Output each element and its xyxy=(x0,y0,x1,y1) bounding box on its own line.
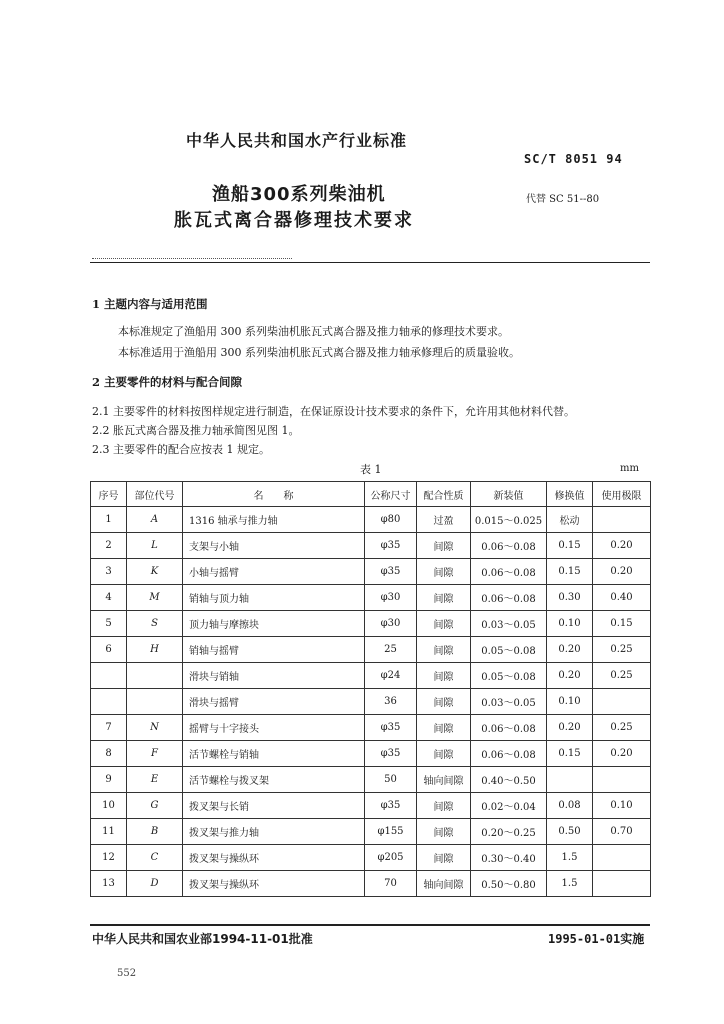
table-cell: 36 xyxy=(365,689,417,715)
table-cell: 0.20 xyxy=(593,741,651,767)
table-cell: φ205 xyxy=(365,845,417,871)
table-cell: φ35 xyxy=(365,715,417,741)
clearance-table xyxy=(90,481,651,897)
table-cell: 50 xyxy=(365,767,417,793)
table-body xyxy=(91,507,651,897)
table-cell: 间隙 xyxy=(417,559,471,585)
table-cell: 活节螺栓与拨叉架 xyxy=(183,767,365,793)
table-cell: φ24 xyxy=(365,663,417,689)
table-cell: φ30 xyxy=(365,611,417,637)
table-cell: B xyxy=(127,819,183,845)
section-1-paragraph-1: 本标准规定了渔船用 300 系列柴油机胀瓦式离合器及推力轴承的修理技术要求。 xyxy=(118,325,509,338)
table-cell: S xyxy=(127,611,183,637)
table-cell: 13 xyxy=(91,871,127,897)
table-cell: 0.05～0.08 xyxy=(471,663,547,689)
table-cell: 0.15 xyxy=(547,741,593,767)
table-cell: 拨叉架与操纵环 xyxy=(183,845,365,871)
section-1-heading: 1 主题内容与适用范围 xyxy=(92,297,208,311)
table-cell: 轴向间隙 xyxy=(417,871,471,897)
table-caption: 表 1 xyxy=(360,463,382,476)
table-cell: 7 xyxy=(91,715,127,741)
table-cell: 0.20 xyxy=(547,637,593,663)
table-cell: 0.15 xyxy=(547,559,593,585)
table-cell: 11 xyxy=(91,819,127,845)
table-cell: 1316 轴承与推力轴 xyxy=(183,507,365,533)
table-cell xyxy=(127,689,183,715)
table-cell: N xyxy=(127,715,183,741)
table-cell: 过盈 xyxy=(417,507,471,533)
table-row xyxy=(91,533,651,559)
implementation-date: 1995-01-01实施 xyxy=(548,932,645,946)
table-row xyxy=(91,741,651,767)
header-cell: 使用极限 xyxy=(593,482,651,507)
table-cell: K xyxy=(127,559,183,585)
table-row xyxy=(91,637,651,663)
table-cell: 3 xyxy=(91,559,127,585)
table-unit: mm xyxy=(620,463,639,474)
table-cell: 间隙 xyxy=(417,585,471,611)
table-cell xyxy=(593,871,651,897)
table-row xyxy=(91,767,651,793)
table-cell: 2 xyxy=(91,533,127,559)
table-cell: φ35 xyxy=(365,741,417,767)
table-cell: 间隙 xyxy=(417,611,471,637)
section-1-paragraph-2: 本标准适用于渔船用 300 系列柴油机胀瓦式离合器及推力轴承修理后的质量验收。 xyxy=(118,346,520,359)
table-cell: 8 xyxy=(91,741,127,767)
table-cell: 顶力轴与摩擦块 xyxy=(183,611,365,637)
table-cell: 0.70 xyxy=(593,819,651,845)
standard-code: SC/T 8051 94 xyxy=(524,152,623,166)
table-row xyxy=(91,507,651,533)
table-cell: 间隙 xyxy=(417,689,471,715)
table-row xyxy=(91,689,651,715)
table-cell: 间隙 xyxy=(417,845,471,871)
table-cell: F xyxy=(127,741,183,767)
table-cell: 10 xyxy=(91,793,127,819)
table-cell: 小轴与摇臂 xyxy=(183,559,365,585)
header-cell: 修换值 xyxy=(547,482,593,507)
table-cell: 0.06～0.08 xyxy=(471,559,547,585)
table-row xyxy=(91,715,651,741)
table-cell xyxy=(91,663,127,689)
table-cell: 滑块与摇臂 xyxy=(183,689,365,715)
table-row xyxy=(91,793,651,819)
table-row xyxy=(91,845,651,871)
footer-rule xyxy=(90,924,650,926)
table-cell: 0.06～0.08 xyxy=(471,741,547,767)
table-cell: 拨叉架与推力轴 xyxy=(183,819,365,845)
approval-note: 中华人民共和国农业部1994-11-01批准 xyxy=(92,932,313,946)
header-cell: 名 称 xyxy=(183,482,365,507)
table-cell: 0.25 xyxy=(593,637,651,663)
table-cell xyxy=(91,689,127,715)
table-cell: 0.10 xyxy=(593,793,651,819)
table-cell: 1.5 xyxy=(547,871,593,897)
table-cell: φ35 xyxy=(365,533,417,559)
table-cell: φ80 xyxy=(365,507,417,533)
table-cell: L xyxy=(127,533,183,559)
table-cell: 间隙 xyxy=(417,741,471,767)
table-cell: 0.20 xyxy=(547,663,593,689)
table-cell: 0.30～0.40 xyxy=(471,845,547,871)
header-cell: 序号 xyxy=(91,482,127,507)
table-cell: 0.02～0.04 xyxy=(471,793,547,819)
table-cell: 1.5 xyxy=(547,845,593,871)
table-cell: 间隙 xyxy=(417,637,471,663)
table-cell: 70 xyxy=(365,871,417,897)
table-cell: 25 xyxy=(365,637,417,663)
table-cell: 松动 xyxy=(547,507,593,533)
table-cell: 间隙 xyxy=(417,819,471,845)
table-cell: 拨叉架与长销 xyxy=(183,793,365,819)
table-row xyxy=(91,585,651,611)
table-cell xyxy=(593,845,651,871)
table-cell: 0.03～0.05 xyxy=(471,611,547,637)
clause-2-1: 2.1 主要零件的材料按图样规定进行制造，在保证原设计技术要求的条件下，允许用其他材料代替。 xyxy=(92,405,575,418)
header-dotted-rule xyxy=(92,258,292,259)
table-cell: φ35 xyxy=(365,559,417,585)
table-cell: φ35 xyxy=(365,793,417,819)
header-cell: 部位代号 xyxy=(127,482,183,507)
table-cell: 销轴与摇臂 xyxy=(183,637,365,663)
table-cell: A xyxy=(127,507,183,533)
table-cell: 0.06～0.08 xyxy=(471,715,547,741)
table-cell: 0.05～0.08 xyxy=(471,637,547,663)
table-cell: 0.50～0.80 xyxy=(471,871,547,897)
table-row xyxy=(91,663,651,689)
table-cell: 间隙 xyxy=(417,663,471,689)
table-row xyxy=(91,871,651,897)
table-cell: 0.10 xyxy=(547,611,593,637)
table-cell: 拨叉架与操纵环 xyxy=(183,871,365,897)
header-rule xyxy=(90,262,650,263)
table-cell: 0.20 xyxy=(593,559,651,585)
table-header-row xyxy=(91,482,651,507)
document-title-line2: 胀瓦式离合器修理技术要求 xyxy=(174,210,414,231)
table-cell: E xyxy=(127,767,183,793)
table-cell: 支架与小轴 xyxy=(183,533,365,559)
table-cell: φ30 xyxy=(365,585,417,611)
table-cell: φ155 xyxy=(365,819,417,845)
table-cell: 摇臂与十字接头 xyxy=(183,715,365,741)
table-row xyxy=(91,559,651,585)
clause-2-2: 2.2 胀瓦式离合器及推力轴承简图见图 1。 xyxy=(92,424,300,437)
table-cell: H xyxy=(127,637,183,663)
standard-body-title: 中华人民共和国水产行业标准 xyxy=(186,131,408,150)
table-cell xyxy=(547,767,593,793)
table-cell: D xyxy=(127,871,183,897)
section-2-heading: 2 主要零件的材料与配合间隙 xyxy=(92,375,243,389)
table-cell: G xyxy=(127,793,183,819)
table-cell: 活节螺栓与销轴 xyxy=(183,741,365,767)
page-number: 552 xyxy=(117,968,137,979)
table-cell: 0.25 xyxy=(593,715,651,741)
table-cell: M xyxy=(127,585,183,611)
header-cell: 新装值 xyxy=(471,482,547,507)
table-cell: 12 xyxy=(91,845,127,871)
table-cell: 轴向间隙 xyxy=(417,767,471,793)
table-cell: 0.06～0.08 xyxy=(471,585,547,611)
table-cell xyxy=(593,689,651,715)
table-cell: 0.10 xyxy=(547,689,593,715)
table-cell: 0.20 xyxy=(547,715,593,741)
table-cell xyxy=(127,663,183,689)
table-row xyxy=(91,611,651,637)
replaces-note: 代替 SC 51--80 xyxy=(526,194,600,205)
table-cell: 0.15 xyxy=(547,533,593,559)
table-cell: 0.08 xyxy=(547,793,593,819)
table-cell: 0.40～0.50 xyxy=(471,767,547,793)
document-title-line1: 渔船300系列柴油机 xyxy=(212,184,386,205)
table-cell: 0.20 xyxy=(593,533,651,559)
table-cell: 0.40 xyxy=(593,585,651,611)
table-cell: 6 xyxy=(91,637,127,663)
header-cell: 配合性质 xyxy=(417,482,471,507)
table-cell: 间隙 xyxy=(417,533,471,559)
table-cell: 0.30 xyxy=(547,585,593,611)
table-cell xyxy=(593,767,651,793)
table-cell: 滑块与销轴 xyxy=(183,663,365,689)
table-cell: 0.03～0.05 xyxy=(471,689,547,715)
table-cell: 销轴与顶力轴 xyxy=(183,585,365,611)
table-cell: 4 xyxy=(91,585,127,611)
table-cell: 1 xyxy=(91,507,127,533)
table-cell: 0.06～0.08 xyxy=(471,533,547,559)
header-cell: 公称尺寸 xyxy=(365,482,417,507)
table-cell: 间隙 xyxy=(417,793,471,819)
table-cell: 0.20～0.25 xyxy=(471,819,547,845)
table-cell: 间隙 xyxy=(417,715,471,741)
table-cell: 0.15 xyxy=(593,611,651,637)
table-row xyxy=(91,819,651,845)
table-cell: 0.25 xyxy=(593,663,651,689)
table-cell: 0.015～0.025 xyxy=(471,507,547,533)
table-cell: 5 xyxy=(91,611,127,637)
table-cell: 9 xyxy=(91,767,127,793)
table-cell: C xyxy=(127,845,183,871)
table-cell: 0.50 xyxy=(547,819,593,845)
table-cell xyxy=(593,507,651,533)
clause-2-3: 2.3 主要零件的配合应按表 1 规定。 xyxy=(92,443,270,456)
